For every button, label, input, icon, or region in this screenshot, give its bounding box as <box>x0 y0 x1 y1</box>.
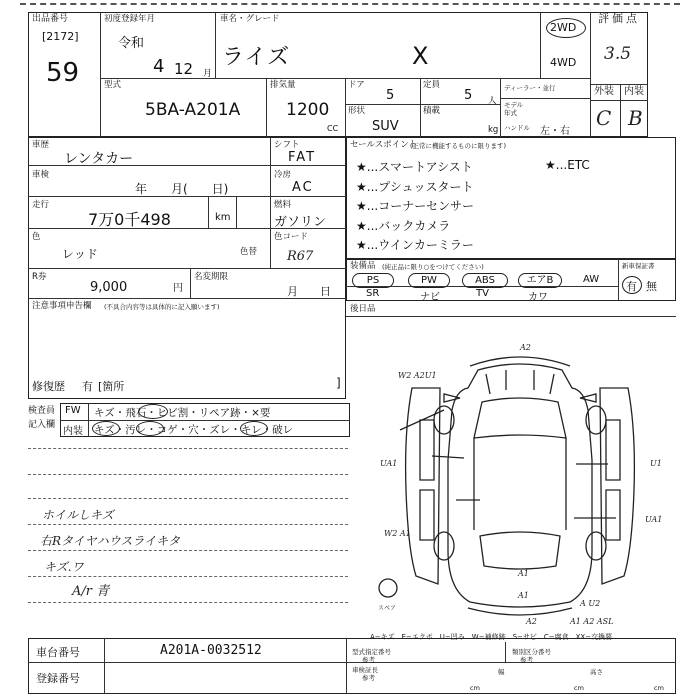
displacement-label: 排気量 <box>270 80 296 90</box>
height-label: 高さ <box>590 668 603 676</box>
displacement: 1200 <box>286 100 330 120</box>
mark-right: U1 <box>650 459 662 468</box>
name-change-value: 月 日 <box>287 285 331 298</box>
mark-rear-window: A1 <box>518 569 529 578</box>
kg-unit: kg <box>488 125 499 135</box>
equip-ps: PS <box>352 273 394 288</box>
class-ref: 参考 <box>520 656 533 664</box>
handle-label: ハンドル <box>504 124 530 132</box>
repair-bracket-close: ] <box>336 376 341 390</box>
sales-points-sub: (正常に機能するものに限ります) <box>410 142 507 150</box>
equip-leather: カワ <box>528 292 548 303</box>
repair-label: 修復歴 <box>32 380 65 393</box>
mark-rear-deck: A1 <box>518 591 529 600</box>
sales-point-5: ★...ウインカーミラー <box>356 238 474 252</box>
mark-rear-right: A U2 <box>580 599 601 608</box>
grade: X <box>412 42 429 70</box>
equipment-sub: (純正品に限り○をつけてください) <box>382 263 484 271</box>
mark-left-rear: W2 A1 <box>384 529 411 538</box>
class-label: 類別区分番号 <box>512 648 551 656</box>
type-designation-ref: 参考 <box>362 656 375 664</box>
doors-label: ドア <box>348 80 365 90</box>
registration-label: 登録番号 <box>36 672 80 685</box>
equipment-label: 装備品 <box>350 261 376 271</box>
lot-number: 59 <box>46 58 80 88</box>
era: 令和 <box>118 36 145 51</box>
damage-marks <box>378 343 662 626</box>
yen-unit: 円 <box>173 283 183 294</box>
doors: 5 <box>386 88 395 103</box>
sales-point-1: ★...スマートアシスト <box>356 160 473 174</box>
equip-aw: AW <box>583 274 600 285</box>
mileage-label: 走行 <box>32 200 50 210</box>
reg-year: 4 <box>153 56 165 77</box>
name-change-label: 名変期限 <box>194 272 229 282</box>
inspector-label-top: 検査員 <box>28 406 56 416</box>
ac-value: AC <box>292 180 314 195</box>
fw-tobiishi-circle <box>138 404 168 419</box>
shape-label: 形状 <box>348 106 366 116</box>
inspection-value: 年 月( 日) <box>135 182 229 196</box>
warranty-yes: 有 <box>626 280 637 293</box>
recycle-label: R券 <box>32 272 47 282</box>
month-unit: 月 <box>203 69 213 79</box>
cc-unit: CC <box>327 124 339 133</box>
color-code-label: 色コード <box>274 232 309 242</box>
width-cm: cm <box>574 684 584 692</box>
fuel-value: ガソリン <box>274 215 327 230</box>
notes-label: 注意事項申告欄 <box>32 301 92 311</box>
spare-label: スペア <box>378 605 397 612</box>
equip-pw: PW <box>408 273 450 288</box>
load-label: 積載 <box>423 106 441 116</box>
mark-right-rear: UA1 <box>645 515 663 524</box>
history-label: 車歴 <box>32 140 50 150</box>
drive-4wd: 4WD <box>550 56 577 69</box>
equip-airbag: エアB <box>518 273 562 288</box>
capacity-label: 定員 <box>423 80 441 90</box>
mark-front: A2 <box>520 343 531 352</box>
score: 3.5 <box>604 44 632 64</box>
sales-point-4: ★...バックカメラ <box>356 218 451 233</box>
model: 5BA-A201A <box>145 100 241 120</box>
equip-tv: TV <box>476 288 489 299</box>
length-cm: cm <box>470 684 480 692</box>
name-label: 車名・グレード <box>220 14 280 24</box>
notes-sub: (不具合内容等は具体的に記入願います) <box>104 303 220 311</box>
km-unit: km <box>215 212 231 223</box>
repair-value: 有 <box>82 380 93 393</box>
sales-point-2: ★...プシュッスタート <box>356 179 474 194</box>
damage-legend: A−キズ E−エクボ U−凹み W−補修跡 S−サビ C−腐食 XX−交換要 <box>370 633 613 641</box>
mark-rear-right-low: A1 A2 ASL <box>570 617 614 626</box>
interior-label: 内装 <box>624 86 644 97</box>
chassis-value: A201A-0032512 <box>160 643 262 658</box>
handle-value: 左・右 <box>540 126 570 137</box>
handwritten-note-1: ホイルしキズ <box>42 508 114 522</box>
handwritten-note-3: キズ.ワ <box>44 560 84 574</box>
exterior-label: 外装 <box>594 86 614 97</box>
color-code: R67 <box>287 249 314 264</box>
score-label: 評価点 <box>598 12 640 25</box>
new-warranty-label: 新車保証書 <box>622 262 655 270</box>
interior-grade: B <box>628 106 643 130</box>
ac-label: 冷房 <box>274 170 292 180</box>
color-label: 色 <box>32 232 41 242</box>
top-edge-fragment <box>20 3 680 5</box>
capacity: 5 <box>464 88 473 103</box>
shift-value: FAT <box>288 150 317 165</box>
lot-ref: [2172] <box>42 30 79 43</box>
inspector-interior-items: キズ・汚レ・コゲ・穴・ズレ・キレ・破レ <box>94 424 294 436</box>
height-cm: cm <box>654 684 664 692</box>
inspector-fw-items: キズ・飛石・ヒビ割・リペア跡・×要 <box>94 407 271 419</box>
exterior-color-label: 色替 <box>240 247 258 257</box>
equip-abs: ABS <box>462 273 508 288</box>
interior-zure-circle <box>240 421 268 436</box>
reg-month: 12 <box>174 60 194 78</box>
inspection-label: 車検 <box>32 170 50 180</box>
model-year-label: モデル年式 <box>504 101 524 117</box>
inspector-label-bottom: 記入欄 <box>28 420 56 430</box>
sales-point-etc: ★...ETC <box>545 158 590 172</box>
first-reg-label: 初度登録年月 <box>104 14 156 24</box>
chassis-label: 車台番号 <box>36 646 80 659</box>
mark-left: UA1 <box>380 459 398 468</box>
person-unit: 人 <box>488 96 497 106</box>
sales-points-label: セールスポイント <box>350 140 418 150</box>
car-name: ライズ <box>222 45 291 70</box>
length-label: 車検証長 <box>352 666 378 674</box>
repair-place: [箇所 <box>98 380 125 393</box>
fuel-label: 燃料 <box>274 200 292 210</box>
mark-rear-bumper: A2 <box>526 617 537 626</box>
inspector-fw-label: FW <box>65 405 81 416</box>
sales-point-3: ★...コーナーセンサー <box>356 199 474 213</box>
handwritten-note-2: 右Rタイヤハウスライキタ <box>40 534 180 548</box>
sales-points-list <box>356 158 474 256</box>
shape: SUV <box>372 119 399 134</box>
width-label: 幅 <box>498 668 505 676</box>
car-damage-diagram <box>360 340 680 630</box>
interior-yogore-circle <box>136 421 164 436</box>
interior-kizu-circle <box>92 421 120 436</box>
post-items-label: 後日品 <box>350 304 376 314</box>
length-ref: 参考 <box>362 674 375 682</box>
equip-navi: ナビ <box>420 292 440 303</box>
inspector-interior-label: 内装 <box>63 426 83 437</box>
handwritten-note-4: A/r 青 <box>72 584 110 599</box>
mileage-value: 7万0千498 <box>88 210 171 229</box>
shift-label: シフト <box>274 140 300 150</box>
model-label: 型式 <box>104 80 122 90</box>
color-value: レッド <box>62 247 98 261</box>
exterior-grade: C <box>596 106 612 130</box>
history-value: レンタカー <box>64 151 134 167</box>
type-designation-label: 型式指定番号 <box>352 648 391 656</box>
recycle-value: 9,000 <box>90 280 128 295</box>
lot-label: 出品番号 <box>32 14 69 24</box>
warranty-no: 無 <box>646 280 657 293</box>
car-outline <box>379 357 634 615</box>
equip-sr: SR <box>366 288 380 299</box>
mark-front-left: W2 A2U1 <box>398 371 437 380</box>
dealer-label: ディーラー・並行 <box>504 84 556 92</box>
drive-2wd: 2WD <box>550 21 577 34</box>
